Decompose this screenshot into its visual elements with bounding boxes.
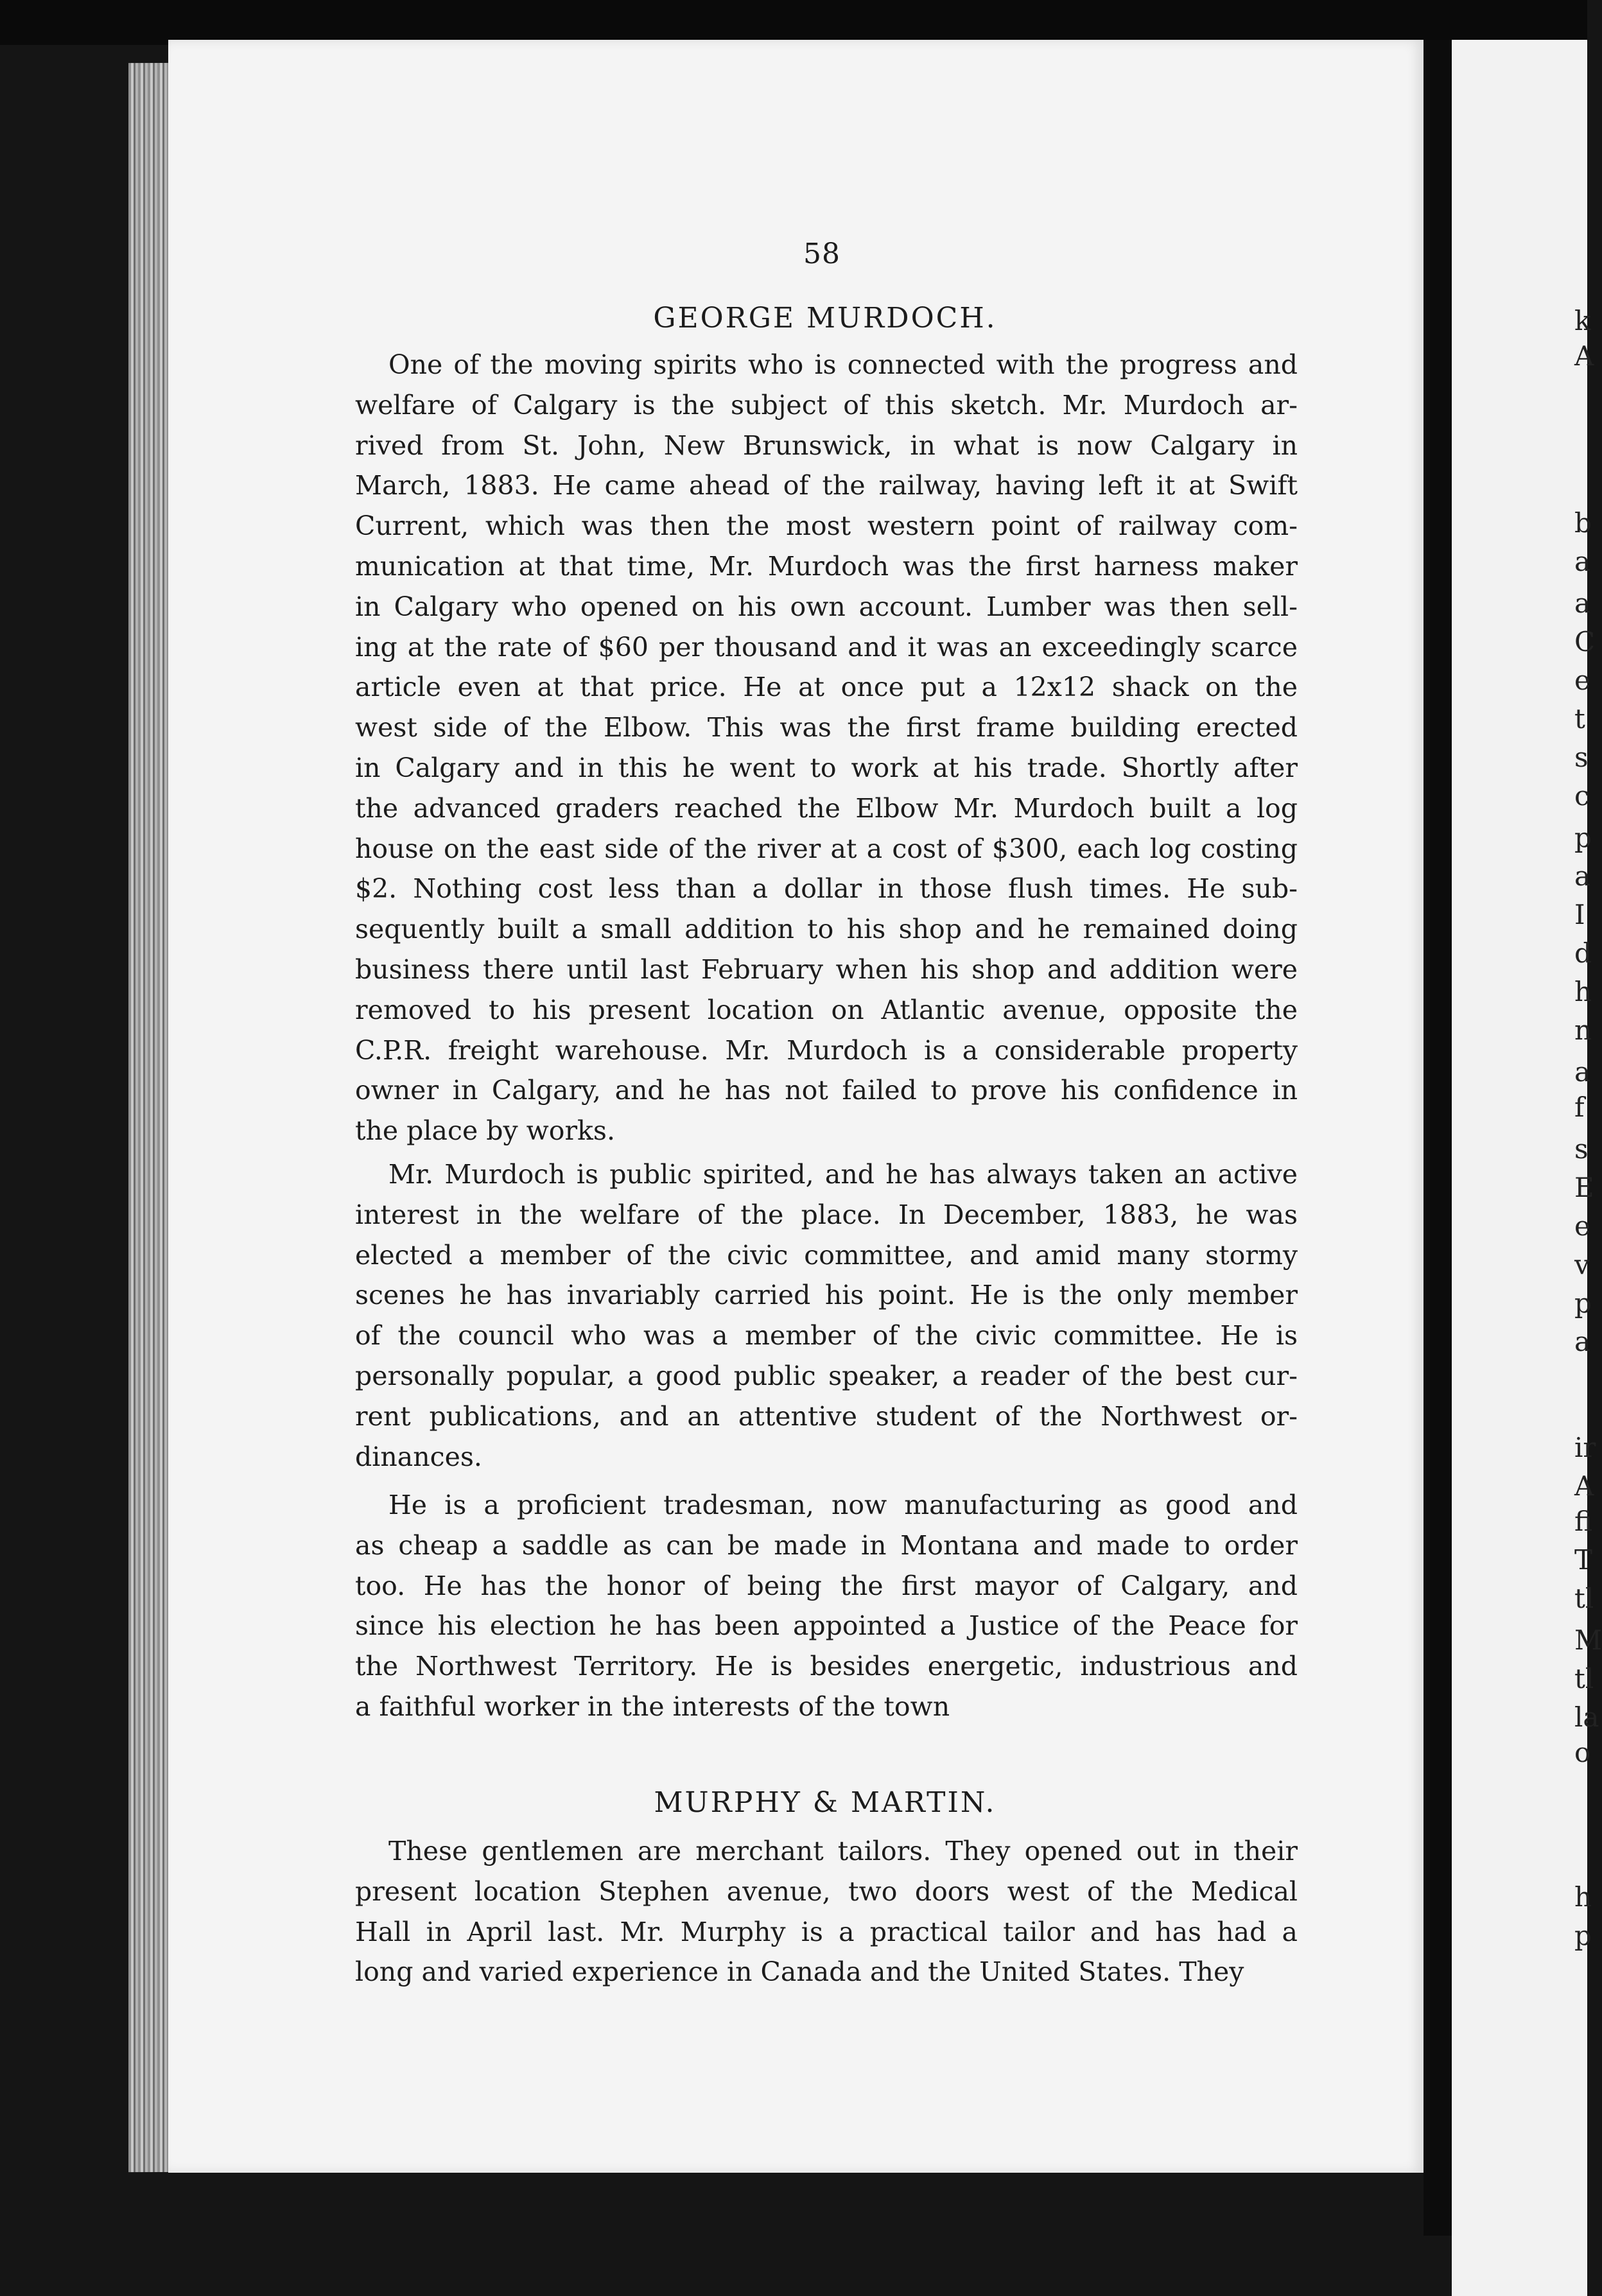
text-line: since his election he has been appointed a Justice of the Peace for — [355, 1610, 1298, 1642]
text-line: March, 1883. He came ahead of the railway, having left it at Swift — [355, 470, 1298, 501]
paragraph-murphy-1 — [355, 1831, 1298, 1992]
facing-page-fragment-text: k — [1574, 305, 1591, 336]
facing-page-fragment-text: e — [1574, 665, 1590, 696]
facing-page-fragment-text: c — [1574, 780, 1590, 812]
facing-page-fragment-text: f — [1574, 1091, 1585, 1123]
scan-border-top — [0, 0, 1587, 45]
facing-page-fragment-text: I — [1574, 899, 1585, 930]
text-line: as cheap a saddle as can be made in Montana and made to order — [355, 1529, 1298, 1561]
text-line: rent publications, and an attentive student of the Northwest or- — [355, 1400, 1298, 1432]
text-line: scenes he has invariably carried his point. He is the only member — [355, 1280, 1298, 1311]
facing-page-fragment — [1452, 40, 1602, 2296]
facing-page-fragment-text: tl — [1574, 1663, 1594, 1694]
text-line: He is a proficient tradesman, now manufacturing as good and — [388, 1490, 1298, 1520]
facing-page-fragment-text: la — [1574, 1701, 1599, 1733]
section-heading-murphy-martin: MURPHY & MARTIN. — [654, 1786, 997, 1819]
text-line: munication at that time, Mr. Murdoch was the first harness maker — [355, 550, 1298, 582]
text-line: welfare of Calgary is the subject of this sketch. Mr. Murdoch ar- — [355, 389, 1298, 421]
text-line: the Northwest Territory. He is besides energetic, industrious and — [355, 1651, 1298, 1682]
facing-page-fragment-text: a — [1574, 587, 1591, 619]
facing-page-fragment-text: b — [1574, 507, 1592, 539]
text-line: the advanced graders reached the Elbow Mr. Murdoch built a log — [355, 792, 1298, 824]
facing-page-fragment-text: A — [1574, 1470, 1594, 1502]
text-line: C.P.R. freight warehouse. Mr. Murdoch is a considerable property — [355, 1034, 1298, 1066]
text-line: in Calgary and in this he went to work at his trade. Shortly after — [355, 752, 1298, 783]
paragraph-murdoch-2 — [355, 1154, 1298, 1477]
facing-page-fragment-text: d — [1574, 937, 1592, 969]
facing-page-fragment-text: fi — [1574, 1506, 1593, 1537]
facing-page-fragment-text: a — [1574, 1056, 1591, 1088]
facing-page-fragment-text: h — [1574, 976, 1592, 1007]
text-line: One of the moving spirits who is connected with the progress and — [388, 349, 1298, 380]
facing-page-fragment-text: ir — [1574, 1432, 1596, 1463]
section-heading-george-murdoch: GEORGE MURDOCH. — [653, 302, 997, 335]
text-line: rived from St. John, New Brunswick, in what is now Calgary in — [355, 430, 1298, 461]
text-line: Mr. Murdoch is public spirited, and he has always taken an active — [388, 1159, 1298, 1190]
facing-page-fragment-text: v — [1574, 1249, 1590, 1280]
facing-page-fragment-text: s — [1574, 1133, 1589, 1165]
facing-page-fragment-text: a — [1574, 546, 1591, 577]
facing-page-fragment-text: T — [1574, 1544, 1593, 1576]
facing-page-fragment-text: e — [1574, 1210, 1590, 1242]
text-line: $2. Nothing cost less than a dollar in those flush times. He sub- — [355, 873, 1298, 905]
facing-page-fragment-text: a — [1574, 860, 1591, 892]
text-line: of the council who was a member of the civic committee. He is — [355, 1320, 1298, 1352]
text-line: interest in the welfare of the place. In December, 1883, he was — [355, 1199, 1298, 1230]
text-line: west side of the Elbow. This was the first frame building erected — [355, 712, 1298, 744]
facing-page-fragment-text: a — [1574, 1326, 1591, 1357]
text-line: sequently built a small addition to his shop and he remained doing — [355, 914, 1298, 945]
text-line: dinances. — [355, 1441, 482, 1472]
text-line: present location Stephen avenue, two doors west of the Medical — [355, 1875, 1298, 1907]
page-number: 58 — [803, 238, 840, 270]
text-line: article even at that price. He at once put a 12x12 shack on the — [355, 672, 1298, 703]
facing-page-fragment-text: A — [1574, 340, 1594, 372]
text-line: in Calgary who opened on his own account. Lumber was then sell- — [355, 591, 1298, 622]
text-line: too. He has the honor of being the first mayor of Calgary, and — [355, 1570, 1298, 1601]
facing-page-fragment-text: n — [1574, 1014, 1592, 1046]
facing-page-fragment-text: s — [1574, 742, 1589, 773]
text-line: house on the east side of the river at a cost of $300, each log costing — [355, 833, 1298, 864]
text-line: personally popular, a good public speaker, a reader of the best cur- — [355, 1360, 1298, 1391]
text-line: These gentlemen are merchant tailors. They opened out in their — [388, 1836, 1298, 1866]
facing-page-fragment-text: C — [1574, 626, 1596, 657]
facing-page-fragment-text: o — [1574, 1737, 1591, 1768]
text-line: a faithful worker in the interests of the town — [355, 1691, 950, 1722]
paragraph-murdoch-1 — [355, 345, 1298, 1151]
text-line: Hall in April last. Mr. Murphy is a practical tailor and has had a — [355, 1916, 1298, 1947]
text-line: the place by works. — [355, 1115, 615, 1147]
text-line: owner in Calgary, and he has not failed to prove his confidence in — [355, 1075, 1298, 1106]
text-line: ing at the rate of $60 per thousand and it was an exceedingly scarce — [355, 631, 1298, 663]
text-line: business there until last February when his shop and addition were — [355, 953, 1298, 985]
text-line: elected a member of the civic committee, and amid many stormy — [355, 1239, 1298, 1271]
text-line: long and varied experience in Canada and the United States. They — [355, 1956, 1244, 1988]
facing-page-fragment-text: p — [1574, 1287, 1592, 1319]
book-gutter — [1424, 40, 1452, 2236]
facing-page-fragment-text: p — [1574, 1920, 1592, 1951]
text-line: removed to his present location on Atlantic avenue, opposite the — [355, 994, 1298, 1025]
facing-page-fragment-text: p — [1574, 822, 1592, 853]
paragraph-murdoch-3 — [355, 1485, 1298, 1727]
facing-page-fragment-text: M — [1574, 1624, 1602, 1656]
text-line: Current, which was then the most western point of railway com- — [355, 510, 1298, 542]
facing-page-fragment-text: h — [1574, 1881, 1592, 1913]
facing-page-fragment-text: t — [1574, 703, 1585, 735]
facing-page-fragment-text: tl — [1574, 1583, 1594, 1614]
facing-page-fragment-text: E — [1574, 1172, 1594, 1203]
